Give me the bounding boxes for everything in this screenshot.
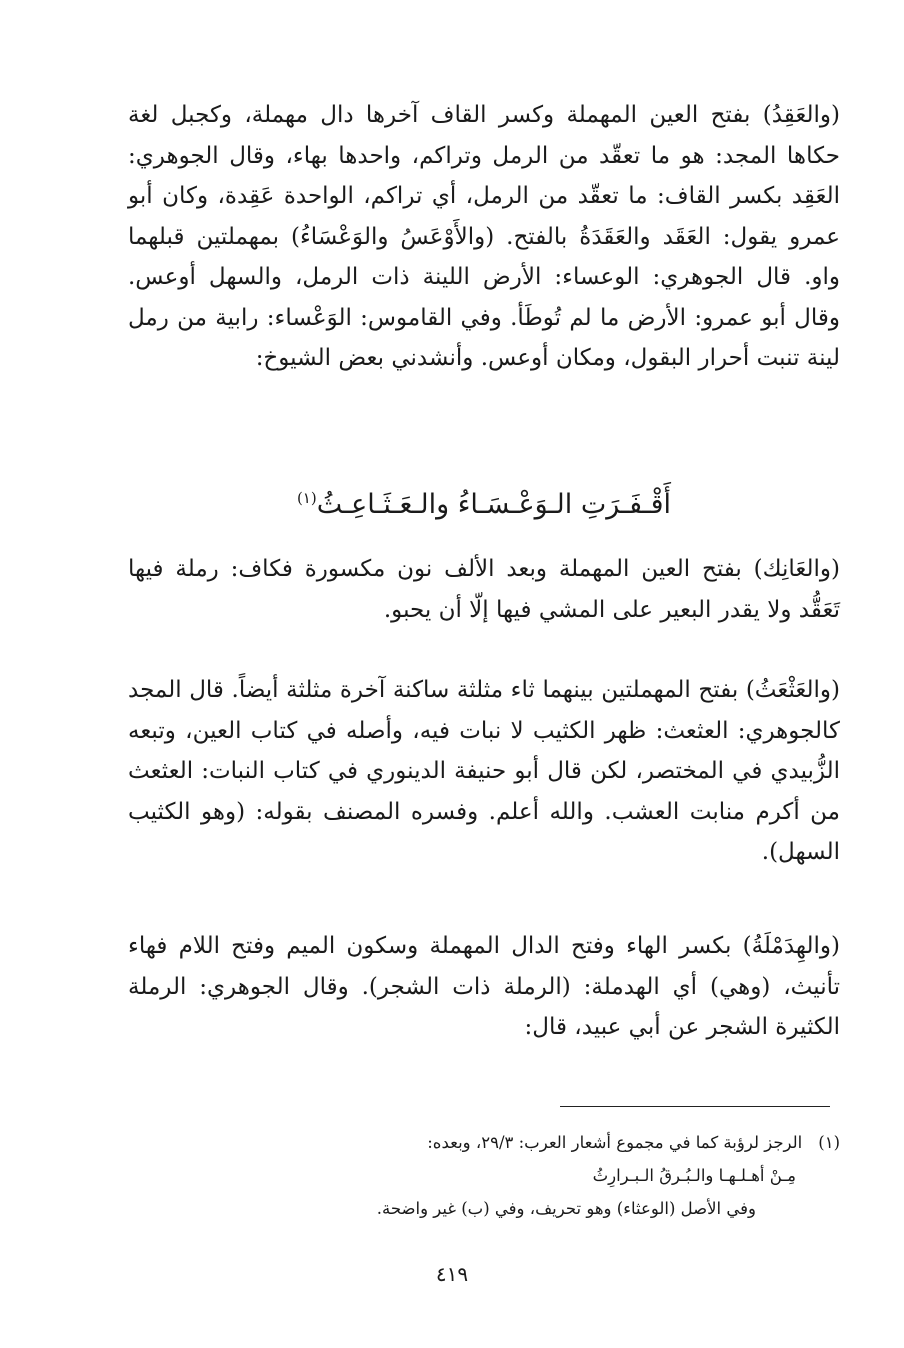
paragraph-text: (والعَانِك) بفتح العين المهملة وبعد الألف نون مكسورة فكاف: رملة فيها تَعَقُّد ولا يقدر البعير على المشي فيها إلّا أن يحبو. bbox=[128, 556, 840, 623]
footnote-line-3: وفي الأصل (الوعثاء) وهو تحريف، وفي (ب) غير واضحة. bbox=[376, 1199, 756, 1218]
page-number: ٤١٩ bbox=[435, 1262, 469, 1286]
footnote-verse: مِـنْ أهـلـهـا والـبُـرقُ الـبـرارِثُ bbox=[592, 1166, 796, 1185]
paragraph-al-hidamla bbox=[128, 926, 840, 1048]
paragraph-text: (والعَثْعَثُ) بفتح المهملتين بينهما ثاء مثلثة ساكنة آخرة مثلثة أيضاً. قال المجد كالجوهري: العثعث: ظهر الكثيب لا نبات فيه، وأصله في كتاب العين، وتبعه الزُّبيدي في المختصر، لكن قال أبو حنيفة الدينوري في كتاب النبات: العثعث من أكرم منابت العشب. والله أعلم. وفسره المصنف بقوله: (وهو الكثيب السهل). bbox=[128, 677, 840, 865]
verse-text: أَقْـفَـرَتِ الـوَعْـسَـاءُ والـعَـثَـاعِـثُ bbox=[316, 489, 672, 520]
verse-line bbox=[128, 476, 840, 527]
paragraph-al-aqid bbox=[128, 95, 840, 379]
paragraph-text: (والهِدَمْلَةُ) بكسر الهاء وفتح الدال المهملة وسكون الميم وفتح اللام فهاء تأنيث، (وهي) أي الهدملة: (الرملة ذات الشجر). وقال الجوهري: الرملة الكثيرة الشجر عن أبي عبيد، قال: bbox=[128, 933, 840, 1040]
paragraph-al-anik bbox=[128, 549, 840, 630]
footnote-text: الرجز لرؤبة كما في مجموع أشعار العرب: ٢٩/٣، وبعده: bbox=[427, 1133, 803, 1152]
paragraph-text: (والعَقِدُ) بفتح العين المهملة وكسر القاف آخرها دال مهملة، وكجبل لغة حكاها المجد: هو ما تعقّد من الرمل وتراكم، واحدها بهاء، وقال الجوهري: العَقِد بكسر القاف: ما تعقّد من الرمل، أي تراكم، الواحدة عَقِدة، وكان أبو عمرو يقول: العَقَد والعَقَدَةُ بالفتح. (والأَوْعَسُ والوَعْسَاءُ) بمهملتين قبلهما واو. قال الجوهري: الوعساء: الأرض اللينة ذات الرمل، والسهل أوعس. وقال أبو عمرو: الأرض ما لم تُوطَأ. وفي القاموس: الوَعْساء: رابية من رمل لينة تنبت أحرار البقول، ومكان أوعس. وأنشدني بعض الشيوخ: bbox=[128, 102, 840, 371]
footnote bbox=[128, 1126, 840, 1225]
footnote-line-1 bbox=[128, 1126, 840, 1159]
paragraph-al-athath bbox=[128, 670, 840, 873]
footnote-number: (١) bbox=[818, 1133, 840, 1152]
footnote-divider bbox=[560, 1106, 830, 1107]
footnote-marker: (١) bbox=[296, 489, 317, 507]
